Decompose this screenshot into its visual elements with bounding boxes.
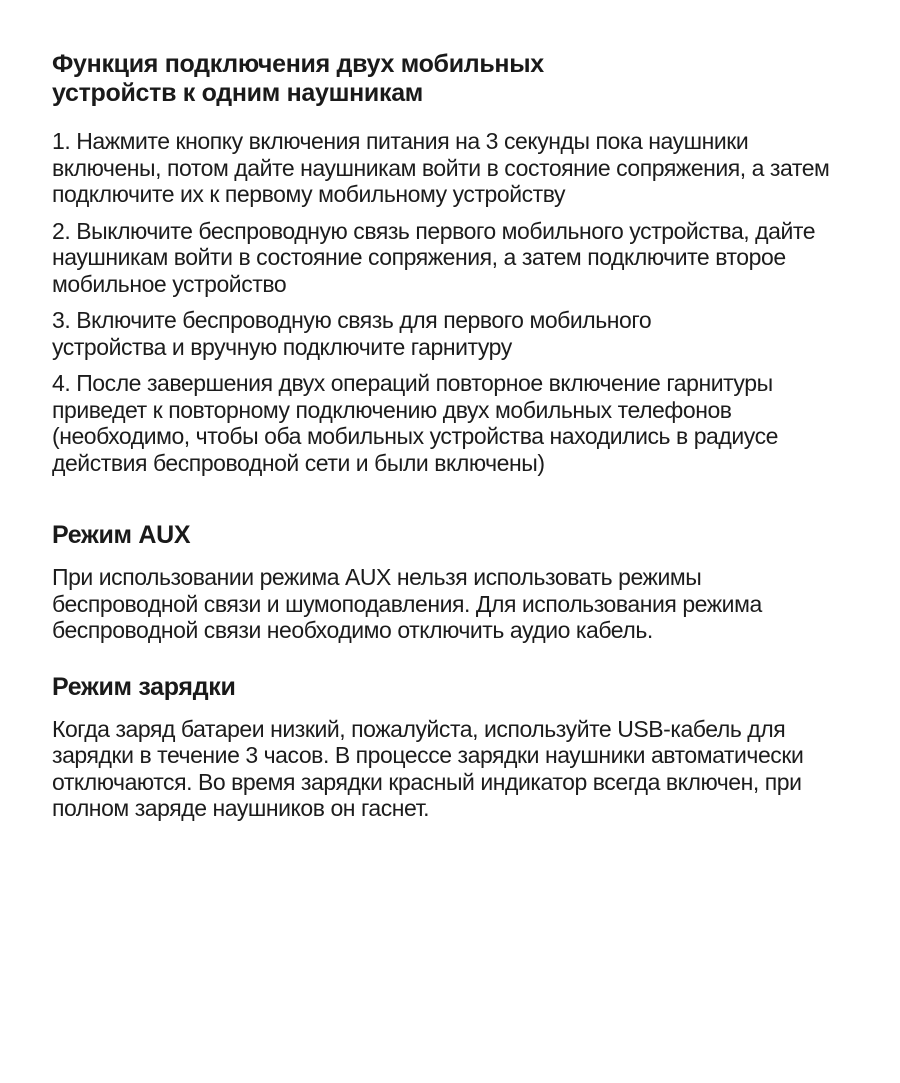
charging-section [52, 672, 872, 822]
page-title-line-2: устройств к одним наушникам [52, 79, 424, 107]
aux-text: При использовании режима AUX нельзя использовать режимы беспроводной связи и шумоподавления. Для использования режима беспроводной связи необходимо отключить аудио кабель. [52, 564, 762, 643]
page-title [52, 50, 652, 108]
step-4: 4. После завершения двух операций повторное включение гарнитуры приведет к повторному подключению двух мобильных телефонов (необходимо, чтобы оба мобильных устройства находились в радиусе действия беспроводной сети и были включены) [52, 370, 778, 476]
charging-heading: Режим зарядки [52, 672, 236, 701]
page-title-line-1: Функция подключения двух мобильных [52, 50, 544, 78]
step-3: 3. Включите беспроводную связь для первого мобильного устройства и вручную подключите гарнитуру [52, 307, 652, 360]
document-page [52, 50, 872, 822]
aux-section [52, 520, 872, 644]
aux-heading: Режим AUX [52, 521, 191, 549]
step-2: 2. Выключите беспроводную связь первого мобильного устройства, дайте наушникам войти в состояние сопряжения, а затем подключите второе мобильное устройство [52, 217, 816, 297]
charging-text: Когда заряд батареи низкий, пожалуйста, используйте USB-кабель для зарядки в течение 3 часов. В процессе зарядки наушники автоматически отключаются. Во время зарядки красный индикатор всегда включен, при полном заряде наушников он гаснет. [52, 715, 804, 821]
steps-list [52, 128, 872, 476]
step-1: 1. Нажмите кнопку включения питания на 3 секунды пока наушники включены, потом дайте наушникам войти в состояние сопряжения, а затем подключите их к первому мобильному устройству [52, 128, 830, 207]
